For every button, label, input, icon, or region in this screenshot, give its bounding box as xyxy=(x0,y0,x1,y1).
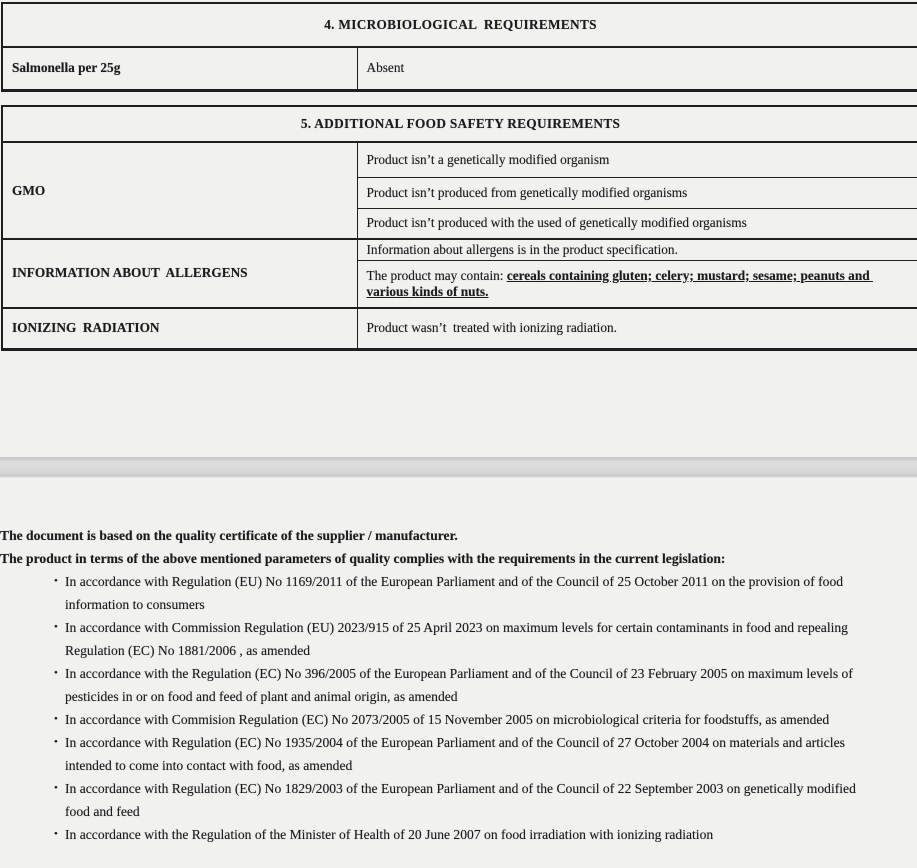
bullet-marker: • xyxy=(54,713,58,725)
list-item xyxy=(0,823,905,846)
table-row xyxy=(2,142,917,177)
param-ionizing-radiation: IONIZING RADIATION xyxy=(2,308,357,350)
table-row xyxy=(2,47,917,90)
may-contain-allergen-list: cereals containing gluten; celery; mustard; sesame; peanuts and various kinds of nuts. xyxy=(366,267,873,299)
list-item xyxy=(0,662,905,708)
param-allergens: INFORMATION ABOUT ALLERGENS xyxy=(2,239,357,308)
list-item xyxy=(0,616,905,662)
list-item xyxy=(0,708,905,731)
bullet-marker: • xyxy=(54,621,58,633)
footer-intro-line-2: The product in terms of the above mentioned parameters of quality complies with the requirements in the current legislation: xyxy=(0,551,726,566)
table-row xyxy=(2,239,917,261)
page-separator-band xyxy=(0,457,917,478)
value-allergens-may-contain xyxy=(357,261,917,308)
legislation-item-text: In accordance with Commision Regulation (EC) No 2073/2005 of 15 November 2005 on microbiological criteria for foodstuffs, as amended xyxy=(65,712,830,727)
bullet-marker: • xyxy=(54,575,58,587)
legislation-item-text: In accordance with the Regulation (EC) No 396/2005 of the European Parliament and of the Council of 23 February 2005 on maximum levels of pesticides in or on food and feed of plant and animal origin, as amended xyxy=(65,666,853,704)
microbiological-requirements-table xyxy=(1,2,917,92)
legislation-item-text: In accordance with Regulation (EC) No 1935/2004 of the European Parliament and of the Council of 27 October 2004 on materials and articles intended to come into contact with food, as amended xyxy=(65,735,845,773)
additional-food-safety-table xyxy=(1,105,917,351)
may-contain-prefix: The product may contain: xyxy=(366,267,507,283)
bullet-marker: • xyxy=(54,736,58,748)
value-ionizing-radiation: Product wasn’t treated with ionizing radiation. xyxy=(357,308,917,350)
bullet-marker: • xyxy=(54,782,58,794)
table-row xyxy=(2,308,917,350)
value-gmo-2: Product isn’t produced from genetically modified organisms xyxy=(357,177,917,208)
value-salmonella: Absent xyxy=(357,47,917,90)
legislation-notes xyxy=(0,524,905,846)
legislation-item-text: In accordance with Regulation (EU) No 1169/2011 of the European Parliament and of the Council of 25 October 2011 on the provision of food information to consumers xyxy=(65,574,844,612)
legislation-list xyxy=(0,570,905,846)
list-item xyxy=(0,570,905,616)
footer-intro-line-1: The document is based on the quality certificate of the supplier / manufacturer. xyxy=(0,528,458,543)
param-salmonella: Salmonella per 25g xyxy=(2,47,357,90)
section-5-header: 5. ADDITIONAL FOOD SAFETY REQUIREMENTS xyxy=(2,106,917,142)
list-item xyxy=(0,777,905,823)
legislation-item-text: In accordance with Regulation (EC) No 1829/2003 of the European Parliament and of the Council of 22 September 2003 on genetically modified food and feed xyxy=(65,781,856,819)
value-gmo-1: Product isn’t a genetically modified organism xyxy=(357,142,917,177)
bullet-marker: • xyxy=(54,667,58,679)
bullet-marker: • xyxy=(54,828,58,840)
value-gmo-3: Product isn’t produced with the used of genetically modified organisms xyxy=(357,208,917,239)
legislation-item-text: In accordance with the Regulation of the Minister of Health of 20 June 2007 on food irradiation with ionizing radiation xyxy=(65,827,714,842)
list-item xyxy=(0,731,905,777)
table-row xyxy=(2,3,917,47)
section-4-header: 4. MICROBIOLOGICAL REQUIREMENTS xyxy=(2,3,917,47)
legislation-item-text: In accordance with Commission Regulation (EU) 2023/915 of 25 April 2023 on maximum levels for certain contaminants in food and repealing Regulation (EC) No 1881/2006 , as amended xyxy=(65,620,848,658)
table-row xyxy=(2,106,917,142)
param-gmo: GMO xyxy=(2,142,357,239)
value-allergens-spec: Information about allergens is in the product specification. xyxy=(357,239,917,261)
